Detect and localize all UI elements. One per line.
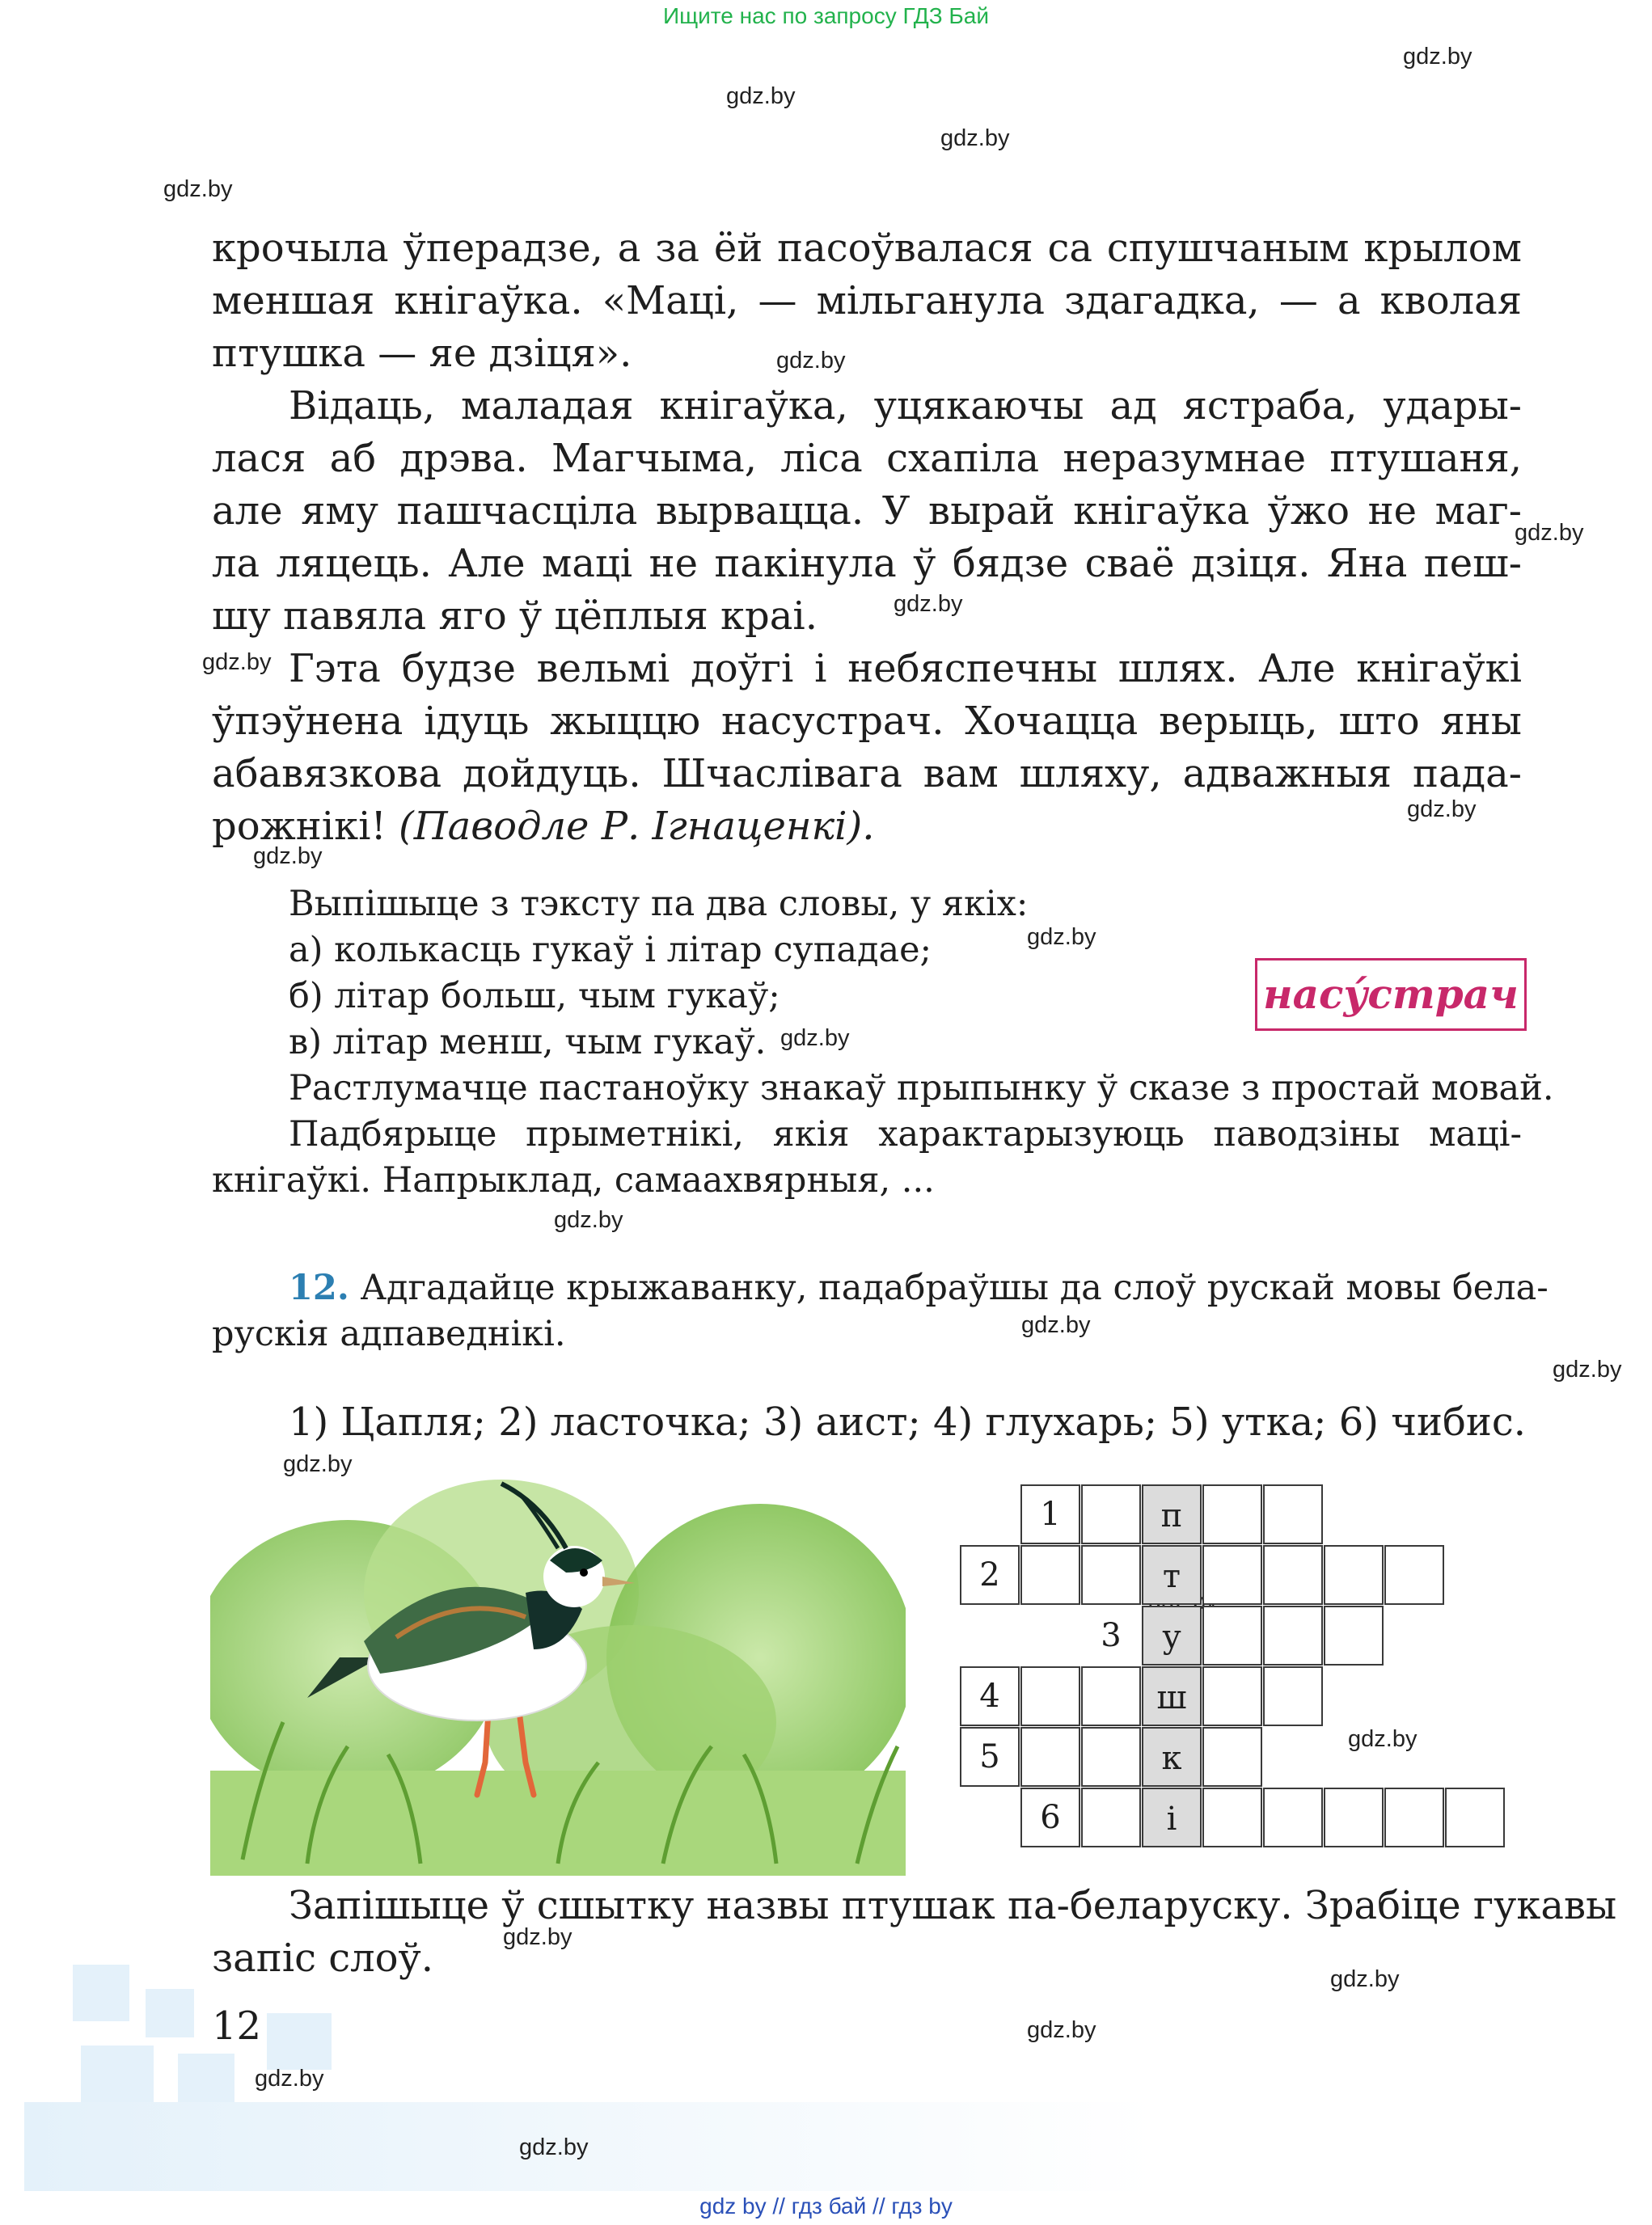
- text-line: меншая кнігаўка. «Маці, — мільганула здагадка, — а кволая: [212, 278, 1522, 323]
- lapwing-illustration: [210, 1455, 906, 1876]
- watermark: gdz.by: [780, 1025, 850, 1051]
- crossword-cell[interactable]: [1202, 1484, 1262, 1544]
- text-line: птушка — яе дзіця».: [212, 331, 632, 376]
- watermark: gdz.by: [1021, 1312, 1091, 1338]
- crossword-cell[interactable]: [1081, 1666, 1141, 1726]
- text-line: крочыла ўперадзе, а за ёй пасоўвалася са спушчаным крылом: [212, 226, 1522, 271]
- crossword-number: 4: [979, 1678, 1000, 1715]
- watermark: gdz.by: [940, 125, 1010, 151]
- text-line: абавязкова дойдуць. Шчаслівага вам шляху, адважныя пада-: [212, 751, 1522, 796]
- crossword-cell[interactable]: [1324, 1606, 1384, 1666]
- vocabulary-word-box: насу́страч: [1255, 958, 1527, 1031]
- watermark: gdz.by: [776, 348, 846, 374]
- text-line: ўпэўнена ідуць жыццю насустрач. Хочацца верыць, што яны: [212, 699, 1522, 744]
- crossword-cell[interactable]: [1202, 1727, 1262, 1787]
- crossword-cell[interactable]: [1263, 1484, 1323, 1544]
- crossword-cell[interactable]: [1020, 1727, 1080, 1787]
- crossword-cell[interactable]: [1324, 1545, 1384, 1605]
- watermark: gdz.by: [1348, 1726, 1418, 1752]
- exercise-text: Адгадайце крыжаванку, падабраўшы да слоў рускай мовы бела-: [360, 1268, 1548, 1308]
- watermark: gdz.by: [1027, 2017, 1096, 2043]
- watermark: gdz.by: [554, 1207, 623, 1233]
- watermark: gdz.by: [1403, 44, 1472, 70]
- crossword-cell[interactable]: [1263, 1545, 1323, 1605]
- final-line: запіс слоў.: [212, 1936, 434, 1981]
- crossword-number: 3: [1101, 1617, 1122, 1654]
- text-line: Гэта будзе вельмі доўгі і небяспечны шлях. Але кнігаўкі: [289, 646, 1522, 691]
- crossword-number: 1: [1040, 1496, 1061, 1533]
- crossword-cell[interactable]: [1263, 1606, 1323, 1666]
- story-source: (Паводле Р. Ігнаценкі).: [399, 804, 875, 849]
- story-text: [212, 222, 1522, 853]
- crossword-cell[interactable]: [1384, 1788, 1444, 1847]
- text-line: Відаць, маладая кнігаўка, уцякаючы ад ястраба, удары-: [289, 383, 1522, 429]
- text-line: шу павяла яго ў цёплыя краі.: [212, 593, 818, 639]
- page-number: 12: [212, 2003, 262, 2049]
- crossword-key-cell[interactable]: ш: [1142, 1666, 1202, 1726]
- crossword-cell[interactable]: [1445, 1788, 1505, 1847]
- footer-links[interactable]: gdz by // гдз бай // гдз by: [699, 2193, 953, 2219]
- task-line: а) колькасць гукаў і літар супадае;: [289, 930, 932, 970]
- story-last-line: рожнікі!: [212, 804, 387, 849]
- crossword-cell[interactable]: [1324, 1788, 1384, 1847]
- crossword-cell[interactable]: [1081, 1788, 1141, 1847]
- clues-line: 1) Цапля; 2) ласточка; 3) аист; 4) глухарь; 5) утка; 6) чибис.: [289, 1400, 1526, 1445]
- text-line: ла ляцець. Але маці не пакінула ў бядзе сваё дзіця. Яна пеш-: [212, 541, 1522, 586]
- text-line: лася аб дрэва. Магчыма, ліса схапіла неразумнае птушаня,: [212, 436, 1522, 481]
- tasks-block: [212, 881, 1554, 1204]
- watermark: gdz.by: [255, 2066, 324, 2092]
- crossword-key-cell[interactable]: і: [1142, 1788, 1202, 1847]
- crossword-cell[interactable]: [1020, 1666, 1080, 1726]
- crossword-cell[interactable]: [1202, 1545, 1262, 1605]
- exercise-line: рускія адпаведнікі.: [212, 1314, 566, 1354]
- task-line: в) літар менш, чым гукаў.: [289, 1022, 767, 1062]
- watermark: gdz.by: [503, 1924, 572, 1950]
- crossword-cell[interactable]: [1020, 1545, 1080, 1605]
- watermark: gdz.by: [1027, 924, 1096, 950]
- crossword-number: 5: [979, 1738, 1000, 1775]
- crossword-cell[interactable]: [1263, 1666, 1323, 1726]
- crossword-number: 2: [979, 1556, 1000, 1594]
- watermark: gdz.by: [163, 176, 233, 202]
- crossword-cell[interactable]: [1202, 1606, 1262, 1666]
- top-banner[interactable]: Ищите нас по запросу ГДЗ Бай: [662, 3, 990, 28]
- task-line: Падбярыце прыметнікі, якія характарызуюць паводзіны маці-: [289, 1114, 1522, 1155]
- task-line: б) літар больш, чым гукаў;: [289, 976, 780, 1016]
- text-line: але яму пашчасціла вырвацца. У вырай кнігаўка ўжо не маг-: [212, 488, 1522, 534]
- exercise-clues: [212, 1396, 1526, 1449]
- crossword-cell[interactable]: [1202, 1666, 1262, 1726]
- watermark: gdz.by: [1515, 520, 1584, 546]
- crossword-cell[interactable]: [1202, 1788, 1262, 1847]
- task-line: Выпішыце з тэксту па два словы, у якіх:: [289, 884, 1029, 924]
- watermark: gdz.by: [202, 649, 272, 675]
- crossword-cell[interactable]: [1384, 1545, 1444, 1605]
- task-line: Растлумачце пастаноўку знакаў прыпынку ў сказе з простай мовай.: [289, 1068, 1554, 1108]
- watermark: gdz.by: [1330, 1966, 1400, 1992]
- crossword-key-cell[interactable]: п: [1142, 1484, 1202, 1544]
- crossword-key-cell[interactable]: к: [1142, 1727, 1202, 1787]
- watermark: gdz.by: [1553, 1357, 1622, 1383]
- watermark: gdz.by: [726, 83, 796, 109]
- crossword-key-cell[interactable]: у: [1142, 1606, 1202, 1666]
- watermark: gdz.by: [894, 591, 963, 617]
- crossword-cell[interactable]: [1081, 1727, 1141, 1787]
- final-line: Запішыце ў сшытку назвы птушак па-беларуску. Зрабіце гукавы: [289, 1883, 1617, 1928]
- final-task: [212, 1880, 1617, 1985]
- watermark: gdz.by: [283, 1451, 353, 1477]
- crossword-cell[interactable]: [1081, 1484, 1141, 1544]
- watermark: gdz.by: [1407, 796, 1477, 822]
- exercise-line: [212, 1265, 1548, 1311]
- crossword-cell[interactable]: [1081, 1545, 1141, 1605]
- exercise-number: 12.: [289, 1268, 349, 1308]
- crossword-number: 6: [1040, 1799, 1061, 1836]
- task-line: кнігаўкі. Напрыклад, самаахвярныя, ...: [212, 1160, 935, 1201]
- exercise-12: [212, 1265, 1548, 1357]
- text-line: [212, 800, 1522, 853]
- watermark: gdz.by: [253, 843, 323, 869]
- crossword-key-cell[interactable]: т: [1142, 1545, 1202, 1605]
- crossword-cell[interactable]: [1263, 1788, 1323, 1847]
- watermark: gdz.by: [519, 2134, 589, 2160]
